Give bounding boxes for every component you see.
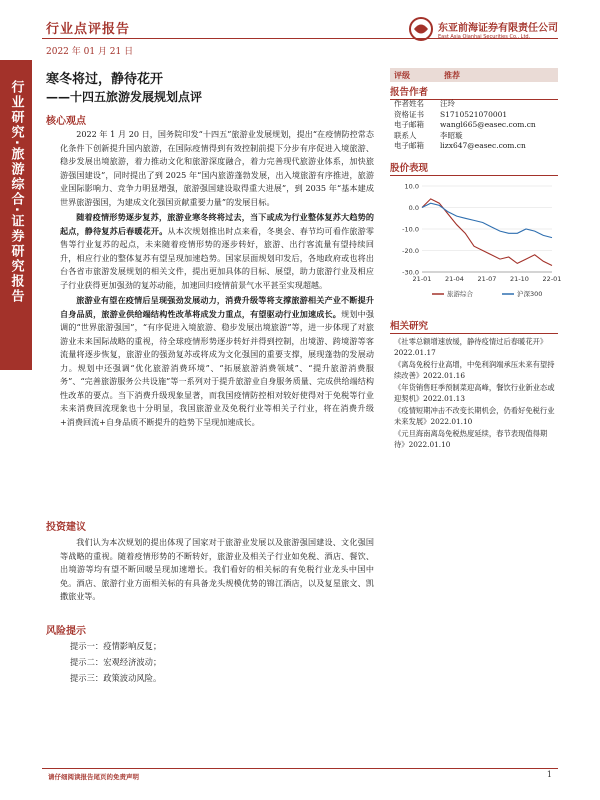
stock-chart — [392, 180, 562, 308]
related-list — [394, 337, 558, 452]
author-value: wangl665@easec.com.cn — [440, 120, 536, 129]
core-p2-text: 从本次规划推出时点来看，冬奥会、春节均可看作旅游零售等行业复苏的起点，未来随着疫情形势的逐步转好，旅游、出行客流量有望持续回升，相应行业的整体复苏有望呈现加速趋势。国家层面规划印发后，各地政府或也将出台各省市旅游发展规划的相关文件，提出更加具体的目标、展望，助力旅游行业及相应子行业获得更加强劲的复苏动能，加速回归疫情前景气水平甚至实现超越。 — [60, 225, 374, 290]
chart-x-tick-label: 21-10 — [510, 275, 529, 283]
author-row — [394, 141, 536, 152]
chart-x-tick-label: 21-04 — [445, 275, 464, 283]
author-value: 李昭璇 — [440, 130, 463, 140]
stock-chart-svg — [392, 180, 562, 308]
author-key: 电子邮箱 — [394, 120, 424, 129]
chart-series-line — [422, 203, 552, 237]
author-key: 联系人 — [394, 130, 417, 140]
stock-heading: 股价表现 — [390, 160, 558, 176]
chart-y-tick-label: -20.0 — [402, 247, 419, 255]
side-band-text: 行业研究·旅游综合·证券研究报告 — [8, 80, 24, 304]
chart-legend-label: 旅游综合 — [447, 290, 473, 298]
author-value: S1710521070001 — [440, 109, 508, 119]
core-p3-text: 规划中强调的“世界旅游强国”，“有序促进入境旅游、稳步发展出境旅游”等，进一步体现了对旅游业未来国际战略的重视，待全球疫情形势逐步转好并得到控制，出境游、跨境游等客流量将逐步恢复，旅游业的强劲复苏或将成为文化强国的重要支撑，展现蓬勃的发展动力。规划中还强调“优化旅游消费环境”、“拓展旅游消费领域”、“提升旅游消费服务”、“完善旅游服务公共设施”等一系列对于提升旅游业自身服务质量、完成供给端结构性改革的要点。当下消费升级现象显著，而我国疫情防控相对较好使得对于免税等行业未来消费回流现象也十分明显，我国旅游业及免税行业等相关子行业，将在消费升级+消费回流+自身品质不断提升的趋势下呈现加速成长。 — [60, 308, 374, 427]
risk-item: 提示一：疫情影响反复； — [70, 641, 162, 651]
chart-y-tick-label: -30.0 — [402, 268, 419, 277]
related-heading: 相关研究 — [390, 318, 558, 334]
chart-x-tick-label: 21-07 — [477, 275, 497, 283]
rating-label: 评级 — [394, 70, 410, 80]
chart-x-tick-label: 21-01 — [412, 275, 432, 283]
risk-item: 提示二：宏观经济波动； — [70, 657, 162, 667]
chart-y-tick-label: 0.0 — [408, 204, 419, 212]
author-row — [394, 99, 536, 110]
footer-rule — [42, 768, 558, 769]
author-key: 电子邮箱 — [394, 141, 424, 150]
author-row — [394, 131, 536, 142]
logo-en-name: East Asia Qianhai Securities Co., Ltd. — [438, 33, 531, 40]
related-item[interactable]: 《年货销售旺季预制菜迎高峰，餐饮行业新业态或迎契机》2022.01.13 — [394, 383, 555, 403]
core-paragraph-3 — [60, 294, 374, 429]
related-item[interactable]: 《疫情短期冲击不改变长期机会，仍看好免税行业未来发展》2022.01.10 — [394, 406, 555, 426]
side-band — [0, 60, 32, 370]
core-body — [60, 128, 374, 431]
core-p3-bold: 旅游业有望在疫情后呈现强劲发展动力，消费升级等将支撑旅游相关产业不断提升自身品质，旅游业供给端结构性改革将成发力重点，有望驱动行业加速成长。 — [60, 295, 374, 319]
report-type: 行业点评报告 — [46, 22, 131, 37]
risk-item: 提示三：政策波动风险。 — [70, 673, 162, 683]
chart-legend-label: 沪深300 — [517, 290, 543, 298]
author-key: 资格证书 — [394, 109, 424, 119]
chart-y-tick-label: -10.0 — [402, 225, 419, 234]
core-paragraph-1: 2022 年 1 月 20 日，国务院印发“十四五”旅游业发展规划，提出“在疫情防控常态化条件下创新提升国内旅游，在国际疫情得到有效控制前提下分步有序促进入境旅游、稳步发展出境旅游，着力推动文化和旅游深度融合，着力完善现代旅游业体系，加快旅游强国建设”，同时提出了到 2025 年“国内旅游蓬勃发展，出入境旅游有序推进，旅游业国际影响力、竞争力明显增强，旅游强国建设取得重大进展”，到 2035 年“基本建成世界旅游强国，为建成文化强国贡献重要力量”的发展目标。 — [60, 129, 374, 207]
chart-series-line — [422, 199, 552, 266]
author-heading: 报告作者 — [390, 84, 558, 100]
report-subtitle: ——十四五旅游发展规划点评 — [46, 90, 203, 104]
rating-value: 推荐 — [444, 70, 460, 80]
logo-cn-name: 东亚前海证券有限责任公司 — [438, 22, 558, 34]
author-info — [394, 99, 536, 152]
author-row — [394, 120, 536, 131]
related-item[interactable]: 《元旦海南离岛免税热度延续，春节表现值得期待》2022.01.10 — [394, 429, 548, 449]
company-logo — [408, 16, 558, 42]
chart-x-tick-label: 22-01 — [542, 275, 562, 283]
risk-heading: 风险提示 — [46, 626, 86, 637]
invest-heading: 投资建议 — [46, 522, 86, 533]
author-key: 作者姓名 — [394, 99, 424, 108]
author-value: lizx647@easec.com.cn — [440, 141, 526, 150]
report-title: 寒冬将过，静待花开 — [46, 72, 164, 87]
invest-paragraph: 我们认为本次规划的提出体现了国家对于旅游业发展以及旅游强国建设、文化强国等战略的重视。随着疫情形势的不断转好，旅游业及相关子行业如免税、酒店、餐饮、出境游等均有望不断回暖呈现加速增长。我们看好的相关标的有免税行业龙头中国中免。酒店、旅游行业方面相关标的有具备龙头规模优势的锦江酒店，以及复星旅文、凯撒旅业等。 — [60, 537, 374, 601]
logo-mark-icon — [408, 16, 434, 42]
risk-list — [70, 638, 161, 686]
core-p2-bold: 随着疫情形势逐步复苏，旅游业寒冬终将过去，当下或成为行业整体复苏大趋势的起点，静待复苏后春暖花开。 — [60, 212, 374, 236]
author-row — [394, 110, 536, 121]
related-item[interactable]: 《社零总额增速放缓，静待疫情过后春暖花开》2022.01.17 — [394, 337, 548, 357]
rating-bar — [390, 68, 558, 82]
report-date: 2022 年 01 月 21 日 — [46, 47, 134, 57]
related-item[interactable]: 《离岛免税行业高增，中免利润端承压未来有望持续改善》2022.01.16 — [394, 360, 555, 380]
core-heading: 核心观点 — [46, 116, 86, 127]
author-value: 汪玲 — [440, 99, 455, 108]
core-paragraph-2 — [60, 211, 374, 292]
chart-y-tick-label: 10.0 — [404, 182, 419, 191]
page-number: 1 — [546, 770, 552, 779]
invest-body — [60, 536, 374, 606]
footer-disclaimer: 请仔细阅读报告尾页的免责声明 — [48, 773, 139, 781]
